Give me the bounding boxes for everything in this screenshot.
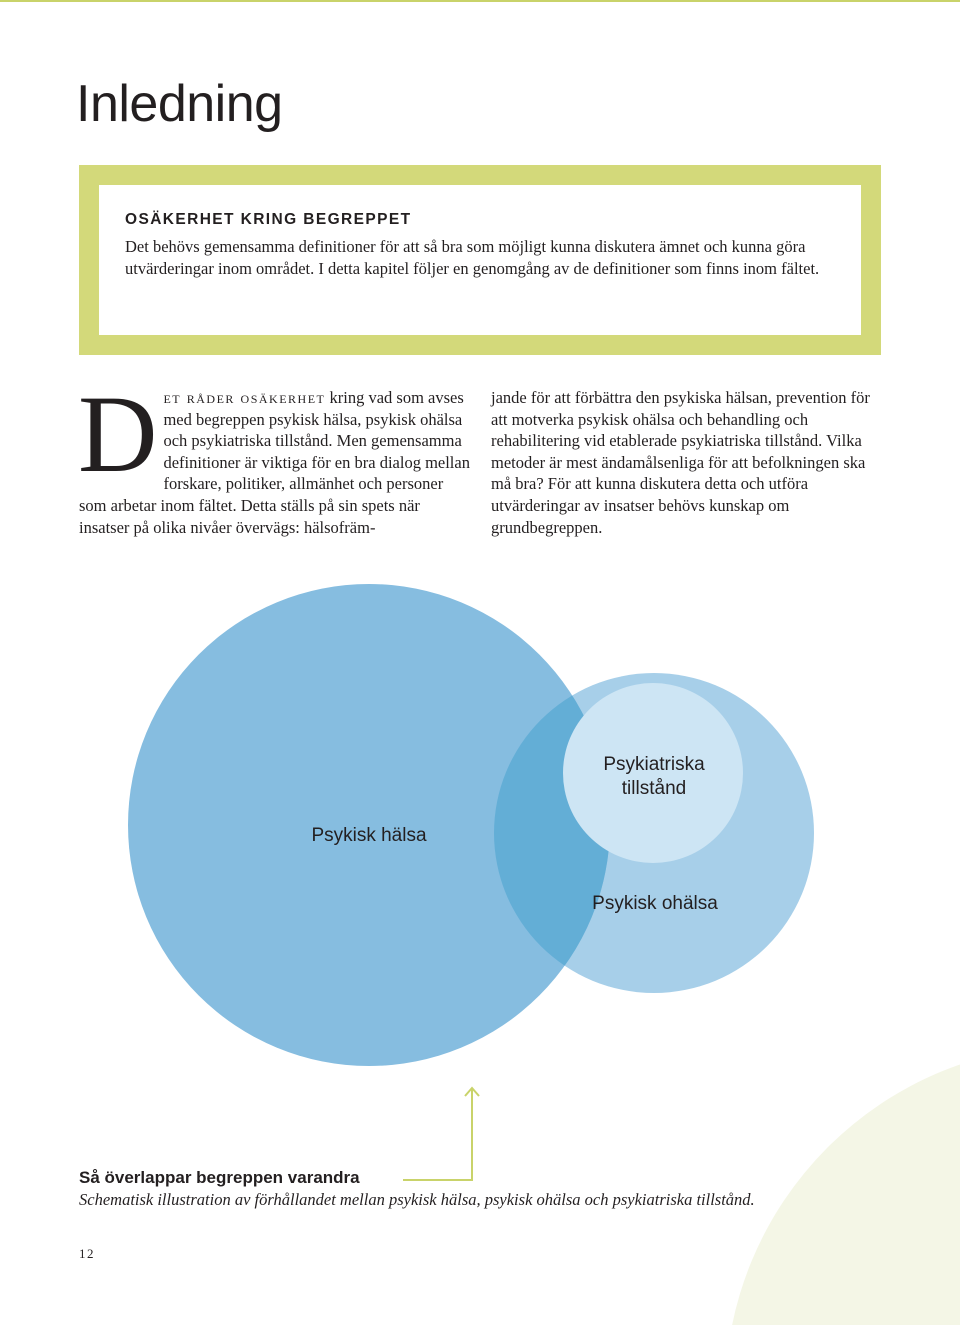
label-mental-illness: Psykisk ohälsa <box>592 893 718 914</box>
label-psychiatric-line2: tillstånd <box>621 778 687 799</box>
lead-in: et råder osäkerhet <box>163 388 326 407</box>
page-title: Inledning <box>76 75 283 133</box>
figure-caption-text: Schematisk illustration av förhållandet mellan psykisk hälsa, psykisk ohälsa och psykiatriska tillstånd. <box>79 1190 755 1209</box>
drop-cap: D <box>78 373 158 495</box>
callout-heading: OSÄKERHET KRING BEGREPPET <box>125 211 412 228</box>
body-column-right: jande för att förbättra den psykiska hälsan, prevention för att motverka psykisk ohälsa och behandling och rehabilitering vid etablerade psykiatriska tillstånd. Vilka metoder är mest ändamålsenliga för att befolkningen ska må bra? För att kunna diskutera detta och utföra utvärderingar av insatser behövs kunskap om grundbegreppen. <box>491 388 870 537</box>
body-column-left <box>78 373 473 538</box>
label-mental-health: Psykisk hälsa <box>311 825 427 846</box>
left-column-text: kring vad som avses med begreppen psykisk hälsa, psykisk ohälsa och psykiatriska tillstånd. Men gemensamma definitioner är viktiga för en bra dialog mellan forskare, politiker, allmänhet och personer som arbetar inom fältet. Detta ställs på sin spets när insatser på olika nivåer övervägs: hälsofräm- <box>79 388 470 537</box>
figure-caption-title: Så överlappar begreppen varandra <box>79 1168 360 1187</box>
callout-box <box>79 165 881 355</box>
page-number: 12 <box>79 1246 95 1261</box>
callout-body: Det behövs gemensamma definitioner för att så bra som möjligt kunna diskutera ämnet och kunna göra utvärderingar inom området. I detta kapitel följer en genomgång av de definitioner som finns inom fältet. <box>125 237 820 278</box>
venn-diagram <box>0 560 960 1120</box>
label-psychiatric-line1: Psykiatriska <box>603 754 705 775</box>
top-rule <box>0 0 960 2</box>
